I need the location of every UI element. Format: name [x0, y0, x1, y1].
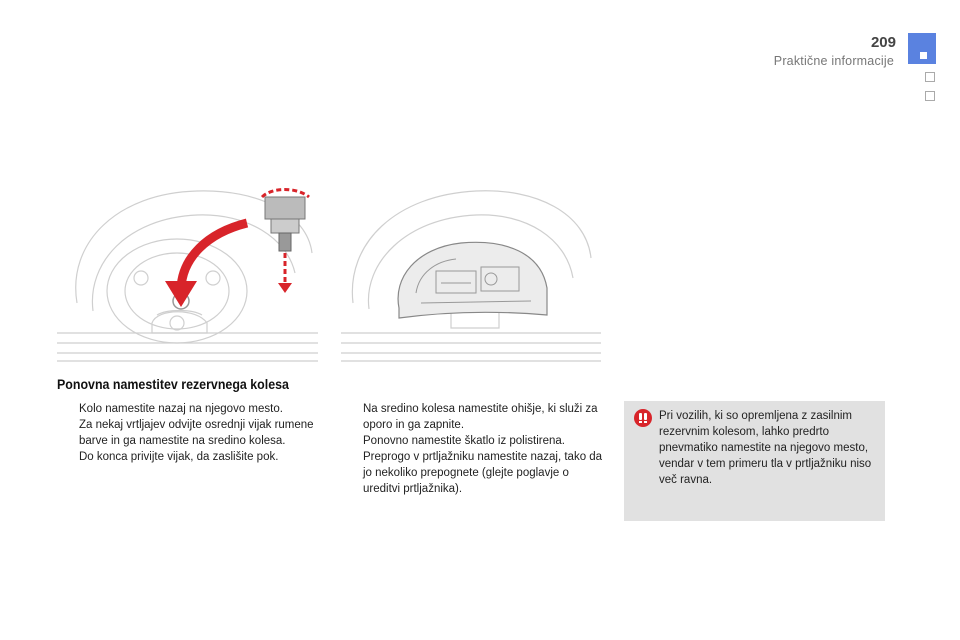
trunk-box-drawing: [341, 183, 601, 368]
illustration-polystyrene-box: [341, 183, 601, 368]
list-item: Preprogo v prtljažniku namestite nazaj, tako da jo nekoliko prepognete (glejte poglavje o ureditvi prtljažnika).: [363, 451, 603, 495]
illustration-bolt-tightening: [57, 183, 318, 368]
instruction-list-right: [341, 401, 603, 497]
page-number: 209: [870, 34, 896, 51]
chapter-tab[interactable]: [925, 72, 935, 82]
list-item: Na sredino kolesa namestite ohišje, ki služi za oporo in ga zapnite.: [363, 403, 598, 431]
warning-note: [624, 401, 885, 521]
chapter-tab[interactable]: [925, 91, 935, 101]
section-title: Praktične informacije: [773, 54, 894, 68]
section-heading: Ponovna namestitev rezervnega kolesa: [57, 377, 289, 392]
chapter-tab-marker: [920, 52, 927, 59]
instruction-list-left: [57, 401, 319, 465]
list-item: Kolo namestite nazaj na njegovo mesto.: [79, 403, 283, 415]
list-item: Do konca privijte vijak, da zaslišite pok.: [79, 451, 279, 463]
warning-note-text: Pri vozilih, ki so opremljena z zasilnim rezervnim kolesom, lahko predrto pnevmatiko namestite na njegovo mesto, vendar v tem primeru tla v prtljažniku niso več ravna.: [659, 410, 872, 486]
wheel-bolt-drawing: [57, 183, 318, 368]
chapter-tab-active[interactable]: [908, 33, 936, 64]
warning-icon: [634, 409, 652, 427]
list-item: Ponovno namestite škatlo iz polistirena.: [363, 435, 565, 447]
list-item: Za nekaj vrtljajev odvijte osrednji vijak rumene barve in ga namestite na sredino kolesa.: [79, 419, 314, 447]
